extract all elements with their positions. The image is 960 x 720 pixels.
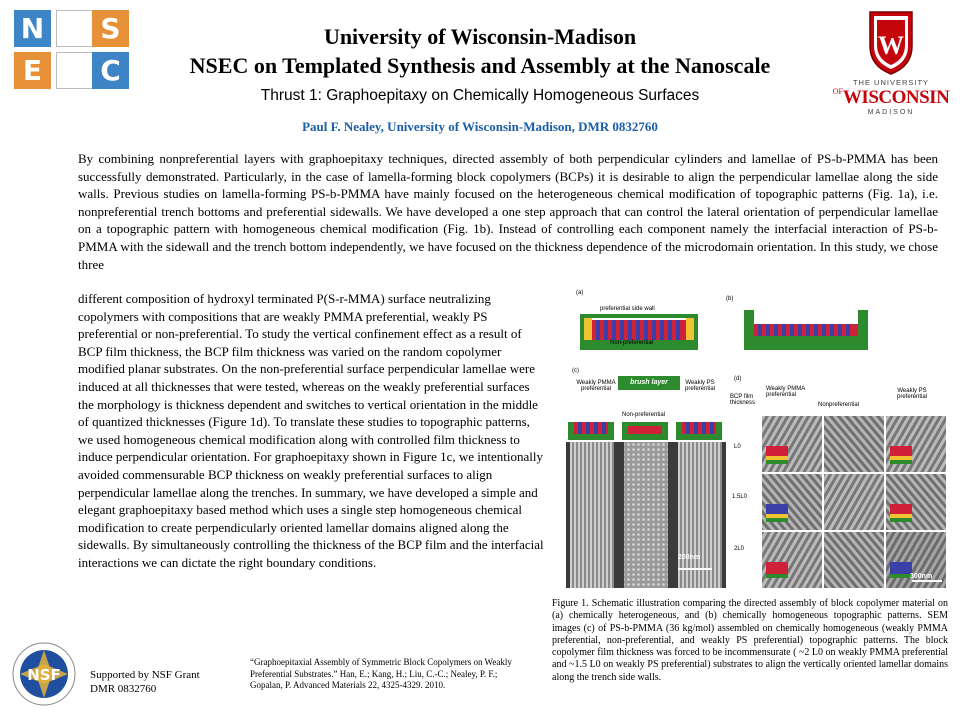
panel-d-sem-grid — [762, 416, 948, 588]
nsec-tile-s: S — [92, 10, 129, 47]
panel-d-label: (d) — [734, 376, 742, 382]
nsec-tile-blank-2 — [56, 52, 93, 89]
nsf-logo — [12, 642, 76, 706]
figure-caption: Figure 1. Schematic illustration comparing the directed assembly of block copolymer material on (a) chemically heterogeneous, and (b) chemically homogeneous topographic patterns. SEM images (c) of PS-b-PMMA (36 kg/mol) assembled on chemically homogeneous (weakly PMMA preferential, non-preferential, and weakly PS preferential) topographic patterns. The block copolymer film thickness was forced to be incommensurate ( ~2 L0 on weakly PMMA preferential and ~1.5 L0 on weakly PS preferential) substrates to align the vertically oriented lamellar domains along the trench side walls. — [552, 598, 948, 683]
scale-bar-c: 200nm — [678, 554, 701, 561]
left-column-paragraph: different composition of hydroxyl terminated P(S-r-MMA) surface neutralizing copolymers with compositions that are weakly PMMA preferential, weakly PS preferential or non-preferential. To study the vertical confinement effect as a result of BCP film thickness, the BCP film thickness was varied on the random copolymer modified planar substrates. On the non-preferential surface perpendicular lamellae were induced at all thicknesses that were tested, whereas on the weakly preferential surfaces the morphology is thickness dependent and switches to vertical orientation in the middle of quantized thicknesses (Figure 1d). To translate these studies to topographic patterns, we used homogeneous chemical modification along with controlled film thickness to induce perpendicular orientation. For graphoepitaxy shown in Figure 1c, we intentionally avoided commensurable BCP thickness on weakly preferential surfaces to align perpendicular lamellae along the trenches. In summary, we have developed a simple and elegant graphoepitaxy based method which uses a single step homogeneous chemical modification to create perpendicularly oriented lamellar domains aligned along the sidewalls. By simultaneously controlling the thickness of the BCP film and the interfacial interactions we can dictate the right boundary conditions. — [78, 291, 544, 570]
weakly-pmma-d-label: Weakly PMMA preferential — [766, 386, 805, 398]
non-preferential-a-label: Non-preferential — [610, 340, 654, 346]
uw-line3: MADISON — [867, 109, 915, 116]
nsf-text: NSF — [27, 666, 61, 684]
preferential-side-wall-label: preferential side wall — [600, 306, 655, 312]
author-line: Paul F. Nealey, University of Wisconsin-Madison, DMR 0832760 — [302, 119, 658, 134]
thickness-1-label: L0 — [734, 444, 741, 450]
support-block — [90, 668, 230, 696]
uw-line1: THE UNIVERSITY — [852, 78, 930, 87]
weakly-ps-c-label: Weakly PS preferential — [684, 380, 716, 392]
nsec-tile-e: E — [14, 52, 51, 89]
uw-wordmark — [832, 87, 950, 109]
nsec-tile-n: N — [14, 10, 51, 47]
scale-bar-d: 300nm — [910, 573, 933, 580]
weakly-pmma-c-label: Weakly PMMA preferential — [576, 380, 616, 392]
thickness-3-label: 2L0 — [734, 546, 745, 552]
title-thrust: Thrust 1: Graphoepitaxy on Chemically Homogeneous Surfaces — [260, 87, 700, 104]
panel-c-sem-images — [566, 442, 726, 588]
uw-line2: WISCONSIN — [842, 87, 950, 108]
support-line2: DMR 0832760 — [90, 683, 157, 695]
non-preferential-c-label: Non-preferential — [622, 412, 666, 418]
brush-layer-label: brush layer — [618, 376, 680, 390]
nsf-seal-icon — [12, 642, 76, 706]
panel-b-schematic — [744, 310, 868, 350]
uw-line2-prefix: OF — [832, 87, 843, 96]
support-line1: Supported by NSF Grant — [90, 669, 200, 681]
bcp-film-thickness-label: BCP film thickness — [730, 394, 756, 406]
panel-c-label: (c) — [572, 368, 579, 374]
intro-paragraph: By combining nonpreferential layers with graphoepitaxy techniques, directed assembly of both perpendicular cylinders and lamellae of PS-b-PMMA has been successfully demonstrated. Particularly, in the case of lamella-forming block copolymers (BCPs) it is desirable to align the perpendicular lamellae along the side walls. Previous studies on lamella-forming PS-b-PMMA have mainly focused on the heterogeneous chemical modification of topographic patterns (Fig. 1a), i.e. nonpreferential trench bottoms and preferential sidewalls. We have developed a one step approach that can control the lateral orientation of perpendicular lamellae on a topographic pattern with homogeneous chemical modification (Fig. 1b). Instead of controlling each component namely the interfacial interaction of PS-b-PMMA with the sidewall and the trench bottom independently, we have focused on the thickness dependence of the microdomain orientation. In this study, we chose three — [78, 151, 938, 272]
panel-c-trench-icons — [566, 422, 726, 440]
title-university: University of Wisconsin-Madison — [323, 24, 637, 49]
nonpreferential-d-label: Nonpreferential — [818, 402, 860, 408]
uw-crest-letter: W — [878, 31, 904, 60]
figure-1 — [552, 288, 948, 590]
panel-b-label: (b) — [726, 296, 734, 302]
reference-citation: “Graphoepitaxial Assembly of Symmetric Block Copolymers on Weakly Preferential Substrates.” Han, E.; Kang, H.; Liu, C.-C.; Nealey, P. F.; Gopalan, P. Advanced Materials 22, 4325-4329. 2010. — [250, 657, 512, 690]
panel-a-label: (a) — [576, 290, 584, 296]
weakly-ps-d-label: Weakly PS preferential — [896, 388, 928, 400]
nsec-tile-c: C — [92, 52, 129, 89]
lamellae-a — [592, 320, 686, 340]
uw-logo — [832, 8, 950, 120]
title-nsec: NSEC on Templated Synthesis and Assembly at the Nanoscale — [189, 53, 771, 78]
thickness-2-label: 1.5L0 — [732, 494, 748, 500]
